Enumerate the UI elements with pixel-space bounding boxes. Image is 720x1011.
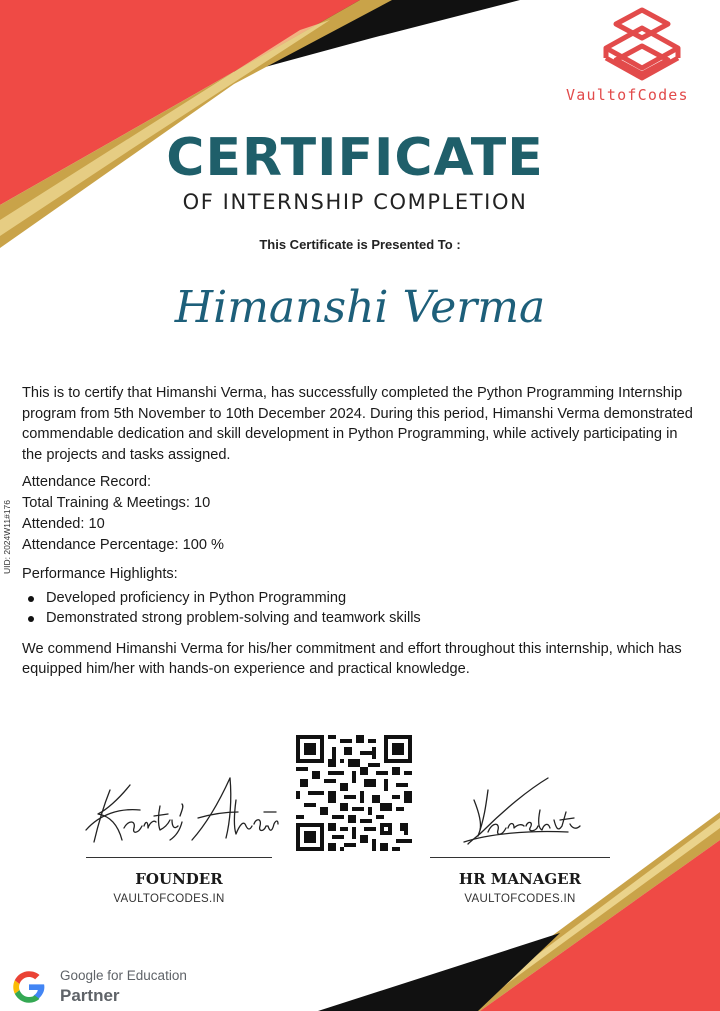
hr-manager-role: HR MANAGER: [458, 870, 582, 888]
attendance-percentage: Attendance Percentage: 100 %: [22, 537, 225, 553]
list-item: Developed proficiency in Python Programming: [22, 588, 694, 609]
list-item: Demonstrated strong problem-solving and teamwork skills: [22, 608, 694, 629]
google-g-icon: [11, 969, 47, 1005]
uid-label: UID: 2024W11#176: [2, 499, 12, 575]
intro-paragraph: This is to certify that Himanshi Verma, has successfully completed the Python Programming Internship program from 5th November to 10th December 2024. During this period, Himanshi Verma demonstrated commendable dedication and skill development in Python Programming, while actively participating in the projects and tasks assigned.: [22, 385, 693, 463]
performance-heading: Performance Highlights:: [22, 566, 178, 582]
presented-to-label: This Certificate is Presented To :: [259, 237, 461, 252]
closing-paragraph: We commend Himanshi Verma for his/her commitment and effort throughout this internship, which has equipped him/her with hands-on experience and practical knowledge.: [22, 640, 682, 677]
recipient-name: Himanshi Verma: [174, 282, 546, 333]
founder-signature: [80, 770, 280, 852]
hr-signature-line: [430, 857, 610, 858]
attendance-record: [22, 472, 694, 556]
total-training: Total Training & Meetings: 10: [22, 495, 211, 511]
founder-signature-line: [86, 857, 272, 858]
hr-manager-signature: [448, 770, 598, 852]
certificate-subtitle: OF INTERNSHIP COMPLETION: [182, 190, 528, 214]
certificate-title: CERTIFICATE: [166, 128, 544, 188]
partner-line2: Partner: [60, 986, 120, 1005]
brand-name: VaultofCodes: [566, 86, 689, 104]
certificate-body: [22, 383, 694, 680]
attended-count: Attended: 10: [22, 516, 105, 532]
attendance-heading: Attendance Record:: [22, 474, 151, 490]
hr-manager-site: VAULTOFCODES.IN: [464, 893, 576, 905]
highlights-list: [22, 588, 694, 629]
founder-site: VAULTOFCODES.IN: [113, 893, 225, 905]
partner-line1: Google for Education: [60, 968, 187, 983]
qr-code-icon: [296, 735, 412, 851]
founder-role: FOUNDER: [135, 870, 223, 888]
